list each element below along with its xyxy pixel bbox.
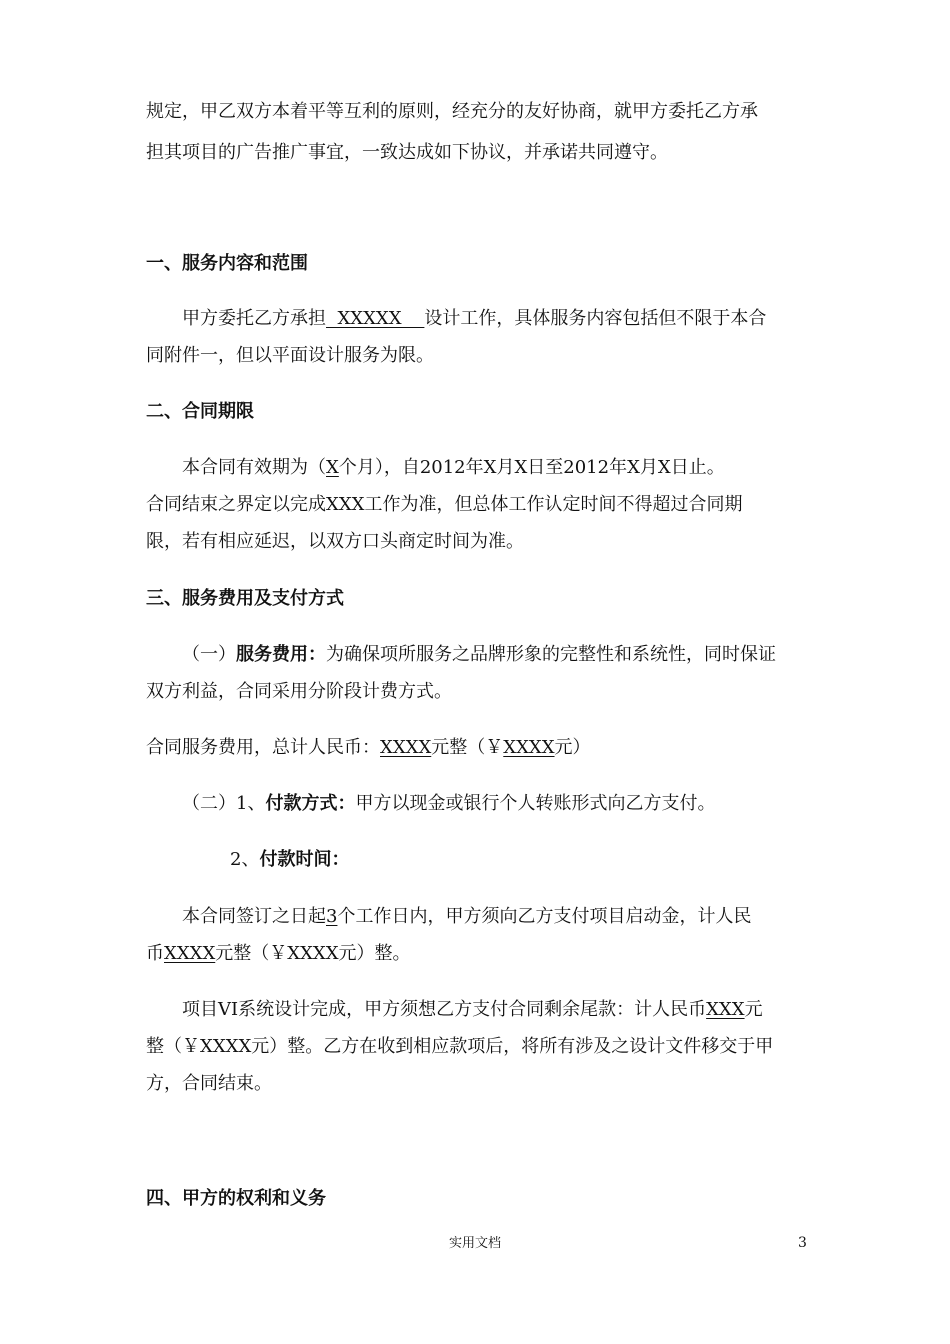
service-item-blank: XXXXX — [326, 308, 425, 329]
service-fee-line-2: 双方利益，合同采用分阶段计费方式。 — [146, 681, 452, 702]
payment-1-line-1: 本合同签订之日起3个工作日内，甲方须向乙方支付项目启动金，计人民 — [182, 906, 752, 927]
section-1-line-2: 同附件一，但以平面设计服务为限。 — [146, 345, 434, 366]
startup-fee-blank: XXXX — [164, 943, 216, 964]
section-1-heading: 一、服务内容和范围 — [146, 253, 308, 274]
page-number: 3 — [798, 1235, 807, 1251]
payment-2-line-1: 项目VI系统设计完成，甲方须想乙方支付合同剩余尾款：计人民币XXX元 — [182, 999, 763, 1020]
section-3-heading: 三、服务费用及支付方式 — [146, 588, 344, 609]
payment-method-line: （二）1、付款方式：甲方以现金或银行个人转账形式向乙方支付。 — [182, 793, 716, 814]
final-fee-blank: XXX — [706, 999, 745, 1020]
intro-line-2: 担其项目的广告推广事宜，一致达成如下协议，并承诺共同遵守。 — [146, 142, 668, 163]
section-4-heading: 四、甲方的权利和义务 — [146, 1188, 326, 1209]
section-1-line-1: 甲方委托乙方承担 XXXXX 设计工作，具体服务内容包括但不限于本合 — [182, 308, 767, 329]
page-footer: 实用文档 — [448, 1236, 501, 1251]
payment-2-line-3: 方，合同结束。 — [146, 1073, 272, 1094]
payment-1-line-2: 币XXXX元整（￥XXXX元）整。 — [146, 943, 411, 964]
section-2-heading: 二、合同期限 — [146, 401, 254, 422]
total-fee-line: 合同服务费用，总计人民币：XXXX元整（￥XXXX元） — [146, 737, 591, 758]
total-fee-blank: XXXX — [380, 737, 432, 758]
section-2-line-3: 限，若有相应延迟，以双方口头商定时间为准。 — [146, 531, 524, 552]
payment-2-line-2: 整（￥XXXX元）整。乙方在收到相应款项后，将所有涉及之设计文件移交于甲 — [146, 1036, 774, 1057]
service-fee-line-1: （一）服务费用：为确保项所服务之品牌形象的完整性和系统性，同时保证 — [182, 644, 776, 665]
term-months-blank: X — [326, 457, 339, 478]
payment-time-line: 2、付款时间： — [230, 849, 350, 870]
workdays-blank: 3 — [326, 906, 338, 927]
total-fee-amount-blank: XXXX — [503, 737, 555, 758]
intro-line-1: 规定，甲乙双方本着平等互利的原则，经充分的友好协商，就甲方委托乙方承 — [146, 101, 758, 122]
section-2-line-1: 本合同有效期为（X个月），自2012年X月X日至2012年X月X日止。 — [182, 457, 725, 478]
section-2-line-2: 合同结束之界定以完成XXX工作为准，但总体工作认定时间不得超过合同期 — [146, 494, 743, 515]
